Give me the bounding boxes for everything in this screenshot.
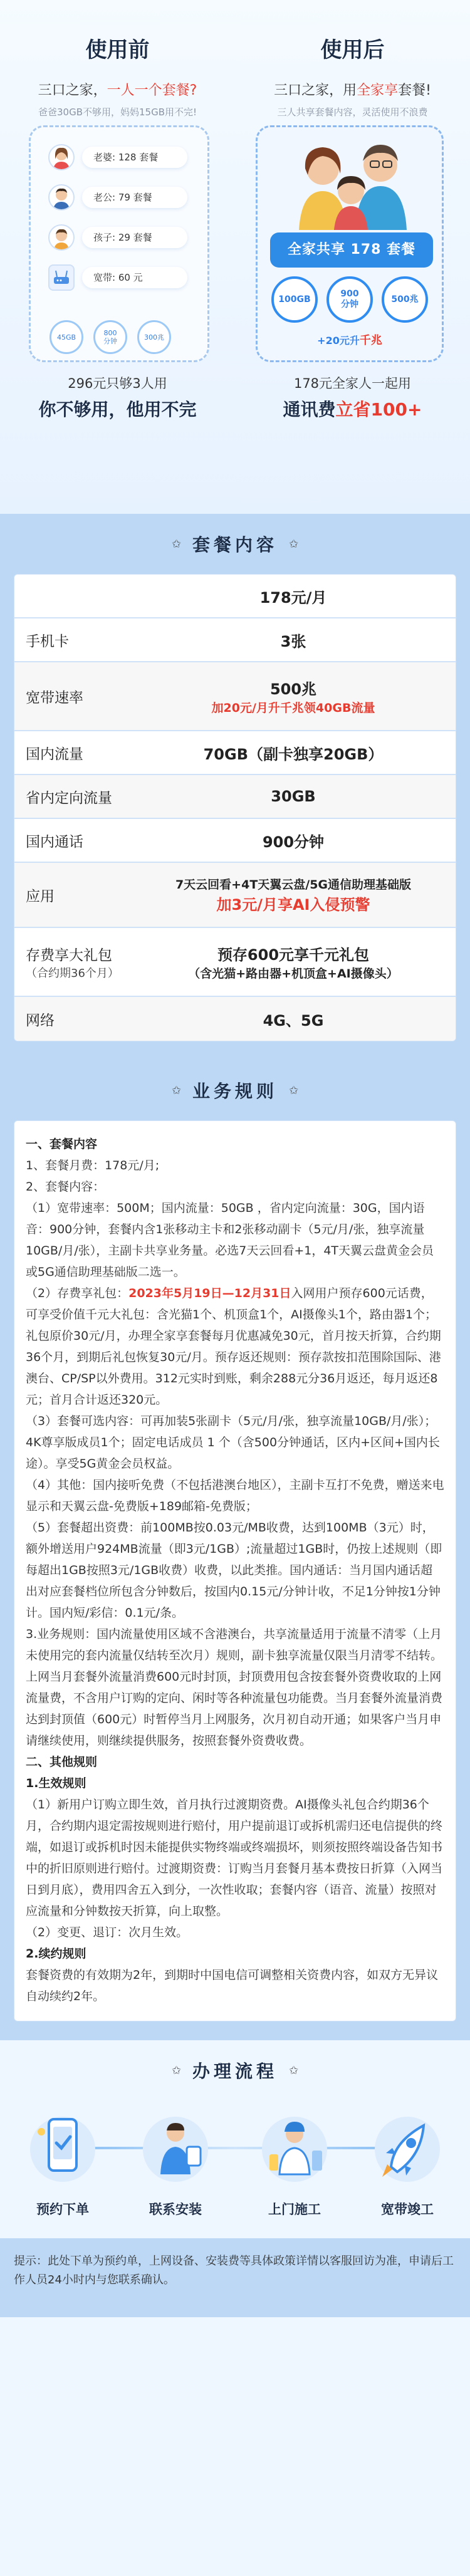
process-section — [0, 2040, 470, 2238]
after-card — [256, 125, 444, 362]
usage-circle: 900 分钟 — [326, 276, 373, 323]
contact-install-icon — [132, 2107, 219, 2188]
before-card — [29, 125, 209, 362]
row-value-line: 70GB（副卡独享20GB） — [203, 745, 384, 763]
member-plan-label: 老公: 79 套餐 — [82, 187, 187, 208]
rules-paragraph: （1）新用户订购立即生效，首月执行过渡期资费。AI摄像头礼包合约期36个月，合约期内退定需按规则进行赔付，用户提前退订或拆机需归还电信提供的终端，如退订或拆机时因未能提供实物终端或终端损坏，则须按照终端设备告知书中的折旧原则进行赔付。过渡期资费：订购当月套餐月基本费按日折算（入网当日到月底），费用四舍五入到分，一次性收取；套餐内容（语音、流量）按照对应流量和分钟数按天折算，向上取整。 — [26, 1798, 443, 1918]
row-label: 手机卡 — [26, 633, 69, 650]
rules-paragraph: 套餐资费的有效期为2年，到期时中国电信可调整相关资费内容，如双方无异议自动续约2年。 — [26, 1968, 439, 2003]
package-heading: ✩ 套餐内容 ✩ — [171, 534, 299, 555]
row-label: 宽带速率 — [26, 689, 83, 706]
after-footer-price: 178元全家人一起用 — [293, 376, 412, 391]
package-price: 178元/月 — [259, 588, 327, 607]
usage-circle: 500兆 — [382, 276, 428, 323]
package-section — [0, 514, 470, 1060]
star-icon: ✩ — [289, 1083, 299, 1097]
table-row — [14, 618, 456, 662]
gigabit-upgrade-note: +20元升千兆 — [317, 334, 382, 347]
tips-footer: 提示：此处下单为预约单，上网设备、安装费等具体政策详情以客服回访为准，申请后工作人员24小时内与您联系确认。 — [0, 2238, 470, 2317]
woman-avatar-icon — [48, 144, 75, 170]
rules-paragraph: （2）变更、退订：次月生效。 — [26, 1926, 189, 1939]
package-table — [14, 574, 456, 1041]
family-illustration-icon — [285, 136, 417, 230]
row-value-line: 900分钟 — [262, 833, 325, 851]
usage-circle: 100GB — [271, 276, 318, 323]
member-row-wife — [48, 145, 187, 170]
before-usage-circles — [50, 320, 171, 354]
process-steps — [0, 2100, 470, 2238]
rocket-icon — [363, 2107, 451, 2188]
row-value-line: 3张 — [280, 632, 306, 650]
before-footer-price: 296元只够3人用 — [68, 376, 167, 391]
row-value — [131, 618, 456, 661]
member-row-broadband — [48, 265, 187, 290]
usage-circle: 45GB — [50, 320, 83, 354]
row-value — [131, 863, 456, 927]
rules-paragraph: （3）套餐可选内容：可再加装5张副卡（5元/月/张，独享流量10GB/月/张）；4K尊享版成员1个；固定电话成员 1 个（含500分钟通话，区内+区间+国内长途）。享受5G黄金会员权益。 — [26, 1414, 440, 1471]
technician-icon — [251, 2107, 338, 2188]
broadband-fee-label: 宽带: 60 元 — [82, 267, 187, 288]
rules-paragraph: （1）宽带速率：500M；国内流量：50GB ，省内定向流量：30G，国内语音：900分钟，套餐内含1张移动主卡和2张移动副卡（5元/月/张，独享流量10GB/月/张），主副卡共享业务量。必选7天云回看+1，4T天翼云盘黄金会员或5G通信助理基础版二选一。 — [26, 1201, 434, 1279]
step-label: 宽带竣工 — [381, 2202, 434, 2217]
table-row — [14, 819, 456, 863]
row-label: 存费享大礼包 （合约期36个月） — [26, 947, 119, 980]
member-plan-label: 孩子: 29 套餐 — [82, 227, 187, 248]
row-value — [131, 997, 456, 1041]
row-label: 网络 — [26, 1012, 55, 1029]
member-row-husband — [48, 185, 187, 210]
row-value — [131, 775, 456, 818]
row-value-line: 4G、5G — [263, 1011, 324, 1030]
star-icon: ✩ — [289, 537, 299, 551]
table-row — [14, 928, 456, 997]
rules-paragraph: （5）套餐超出资费：前100MB按0.03元/MB收费，达到100MB（3元）时，额外增送用户924MB流量（即3元/1GB）;流量超过1GB时，仍按上述规则（即每超出1GB按照3元/1GB收费）收费，以此类推。国内通话：当月国内通话超出对应套餐档位所包含分钟数后，按国内0.15元/分钟计收，不足1分钟按1分钟计。国内短/彩信：0.1元/条。 — [26, 1521, 442, 1620]
before-column — [0, 0, 235, 514]
step-complete — [351, 2107, 464, 2218]
star-icon: ✩ — [171, 537, 181, 551]
before-note: 爸爸30GB不够用，妈妈15GB用不完! — [38, 107, 197, 118]
row-highlight-line: 加20元/月升千兆领40GB流量 — [211, 701, 375, 715]
row-value — [131, 819, 456, 862]
row-value-line: 500兆 — [269, 681, 317, 698]
row-value — [131, 928, 456, 996]
family-plan-banner: 全家共享 178 套餐 — [270, 232, 433, 268]
rules-paragraph: 2、套餐内容： — [26, 1180, 105, 1194]
usage-circle: 800 分钟 — [93, 320, 127, 354]
row-value-line: 7天云回看+4T天翼云盘/5G通信助理基础版 — [175, 878, 412, 892]
rules-paragraph: （2）存费享礼包：2023年5月19日—12月31日入网用户预存600元话费，可享受价值千元大礼包：含光猫1个、机顶盒1个，AI摄像头1个，路由器1个；礼包原价30元/月，办理全家享套餐每月优惠减免30元，首月按天折算，合约期36个月，到期后礼包恢复30元/月。预存返还规则：预存款按扣范围除国际、港澳台、CP/SP以外费用。312元实时到账，剩余288元分36月返还，每月返还8元；首月合计返还320元。 — [26, 1286, 441, 1407]
row-note: （合约期36个月） — [26, 966, 119, 980]
step-label: 预约下单 — [36, 2202, 89, 2217]
step-label: 上门施工 — [268, 2202, 321, 2217]
after-subtitle: 三口之家，用全家享套餐! — [274, 83, 431, 98]
after-title: 使用后 — [320, 38, 385, 63]
rules-heading: ✩ 业务规则 ✩ — [171, 1081, 299, 1102]
row-highlight-line: 加3元/月享AI入侵预警 — [216, 896, 370, 914]
rules-paragraph: （4）其他：国内接听免费（不包括港澳台地区），主副卡互打不免费，赠送来电显示和天翼云盘-免费版+189邮箱-免费版； — [26, 1478, 444, 1513]
row-label: 国内通话 — [26, 833, 83, 850]
member-plan-label: 老婆: 128 套餐 — [82, 147, 187, 168]
row-value — [131, 731, 456, 774]
router-icon — [48, 264, 75, 291]
row-label: 省内定向流量 — [26, 790, 112, 806]
step-contact — [119, 2107, 232, 2218]
after-column — [235, 0, 470, 514]
process-heading: ✩ 办理流程 ✩ — [171, 2061, 299, 2082]
table-row — [14, 863, 456, 928]
row-label: 应用 — [26, 888, 55, 905]
usage-circle: 300兆 — [137, 320, 171, 354]
star-icon: ✩ — [171, 1083, 181, 1097]
after-note: 三人共享套餐内容，灵活使用不浪费 — [277, 107, 428, 118]
row-value-line: 预存600元享千元礼包 — [217, 946, 370, 964]
rules-subheading: 一、套餐内容 — [26, 1137, 98, 1151]
table-row — [14, 731, 456, 775]
rules-paragraph: 1、套餐月费：178元/月; — [26, 1159, 160, 1172]
table-row — [14, 997, 456, 1041]
table-row — [14, 775, 456, 819]
table-row — [14, 662, 456, 731]
step-label: 联系安装 — [149, 2202, 202, 2217]
child-avatar-icon — [48, 224, 75, 251]
rules-subheading: 二、其他规则 — [26, 1755, 98, 1769]
after-footer-slogan: 通讯费立省100+ — [283, 399, 422, 420]
man-avatar-icon — [48, 184, 75, 211]
table-rows — [14, 618, 456, 1041]
step-order — [6, 2107, 119, 2218]
rules-subheading: 1.生效规则 — [26, 1776, 86, 1790]
row-value — [131, 662, 456, 730]
table-row-price — [14, 575, 456, 618]
after-usage-circles — [271, 276, 428, 323]
step-construction — [238, 2107, 351, 2218]
rules-paragraph: 3.业务规则：国内流量使用区域不含港澳台，共享流量适用于流量不清零（上月未使用完的套内流量仅结转至次月）规则，副卡独享流量仅限当月清零不结转。上网当月套餐外流量消费600元时封顶，封顶费用包含按套餐外资费收取的上网流量费，不含用户订购的定向、闲时等各种流量包功能费。当月套餐外流量消费达到封顶值（600元）时暂停当月上网服务，次月初自动开通；如果客户当月申请继续使用，则继续提供服务，按照套餐外资费收费。 — [26, 1627, 443, 1748]
row-label: 国内流量 — [26, 746, 83, 763]
rules-section — [0, 1060, 470, 2040]
before-footer-slogan: 你不够用，他用不完 — [38, 399, 197, 420]
phone-order-icon — [19, 2107, 107, 2188]
star-icon: ✩ — [171, 2063, 181, 2077]
comparison-section — [0, 0, 470, 514]
row-value-line: （含光猫+路由器+机顶盒+AI摄像头） — [188, 967, 399, 981]
member-row-child — [48, 225, 187, 250]
rules-subheading: 2.续约规则 — [26, 1947, 86, 1961]
before-title: 使用前 — [85, 38, 150, 63]
before-subtitle: 三口之家，一人一个套餐? — [38, 83, 197, 98]
star-icon: ✩ — [289, 2063, 299, 2077]
row-value-line: 30GB — [271, 788, 316, 805]
rules-text — [14, 1120, 456, 2021]
